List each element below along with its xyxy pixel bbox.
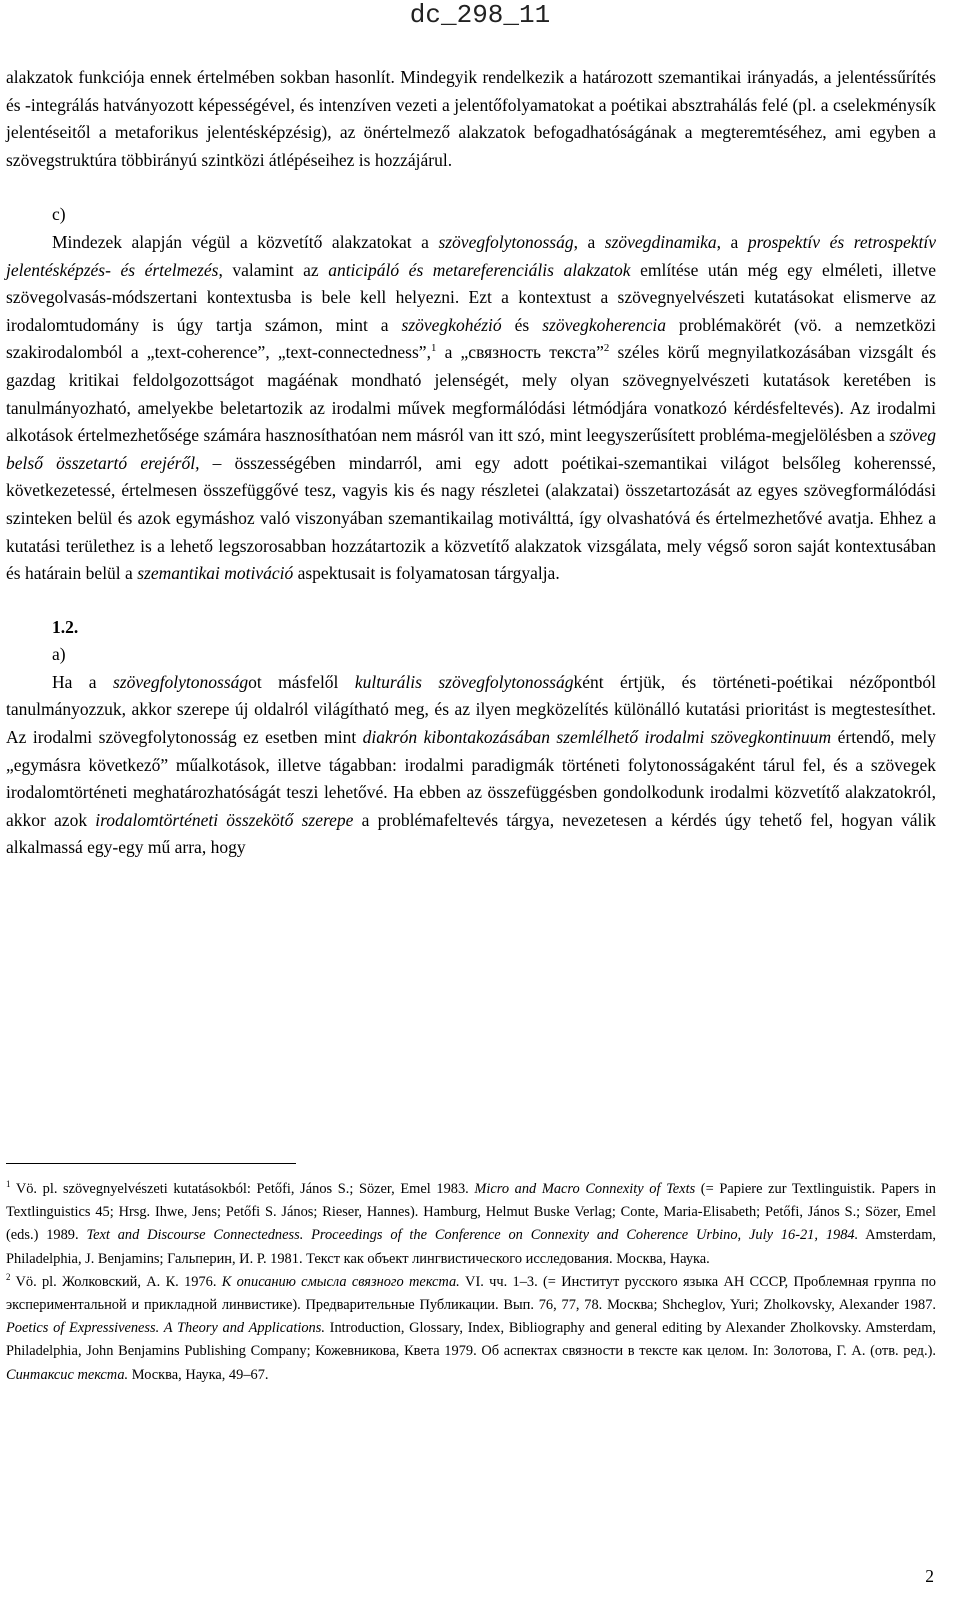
text-run: Москва, Наука, 49–67. [128, 1366, 269, 1383]
footnotes [6, 1163, 936, 1387]
text-run: , valamint az [218, 259, 329, 280]
text-run: értendő, mely „egymásra következő” műalkotások, illetve tágabban: irodalmi paradigmák történeti folytonosságaként tárul fel, és a szövegek irodalomtörténeti meghatározhatóságát teszi lehetővé. Ha ebben az összefüggésben gondolkodunk irodalmi közvetítő alakzatokról, akkor azok [6, 727, 936, 830]
italic-title: Micro and Macro Connexity of Texts [474, 1181, 696, 1197]
italic-term: prospektív és retrospektív jelentésképzés- és értelmezés [6, 231, 936, 280]
italic-term: kulturális szövegfolytonosság [354, 671, 574, 692]
paragraph-3 [6, 669, 936, 862]
text-run: Vö. pl. Жолковский, А. К. 1976. [10, 1273, 222, 1290]
text-run: , a [716, 231, 748, 252]
italic-term: szövegkoherencia [542, 314, 666, 335]
text-run: ként értjük, és történeti-poétikai nézőpontból tanulmányozzuk, akkor szerepe új oldalról világítható meg, és az ilyen megközelítés különálló kutatási prioritást is megtestesíthet. Az irodalmi szövegfolytonosság ez esetben mint [6, 671, 936, 748]
italic-term: irodalomtörténeti összekötő szerepe [95, 809, 354, 830]
footnote-2 [6, 1271, 936, 1387]
text-run: Mindezek alapján végül a közvetítő alakzatokat a [52, 231, 439, 252]
footnote-divider [6, 1163, 296, 1164]
text-run: VI. чч. 1–3. (= Институт русского языка АН СССР, Проблемная группа по экспериментальной и прикладной линвистике). Предварительные Публикации. Вып. 76, 77, 78. Москва; Shcheglov, Yuri; Zholkovsky, Alexander 1987. [6, 1273, 936, 1314]
footnote-1 [6, 1178, 936, 1271]
document-id-header: dc_298_11 [409, 0, 551, 30]
text-run: problémakörét (vö. a nemzetközi szakirodalomból a „text-coherence”, „text-connectedness”, [6, 314, 937, 363]
text-run: aspektusait is folyamatosan tárgyalja. [293, 563, 560, 584]
text-run: Introduction, Glossary, Index, Bibliography and general editing by Alexander Zholkovsky. Amsterdam, Philadelphia, John Benjamins Publishing Company; Кожевникова, Квета 1979. Об аспектах связности в тексте как целом. In: Золотова, Г. А. (отв. ред.). [6, 1320, 937, 1360]
italic-title: Синтаксис текста. [6, 1366, 129, 1383]
italic-title: Text and Discourse Connectedness. Proceedings of the Conference on Connexity and Coherence Urbino, July 16-21, 1984. [86, 1227, 859, 1244]
italic-term: szövegfolytonosság [438, 231, 574, 252]
italic-term: anticipáló és metareferenciális alakzatok [328, 259, 631, 280]
section-number: 1.2. [52, 616, 79, 637]
page-number: 2 [925, 1566, 934, 1586]
text-run: – összességében mindarról, ami egy adott poétikai-szemantikai világot belsőleg koherenssé, következetessé, értelmesen összefüggővé tesz, vagyis kis és nagy részletei (alakzatai) összetartozását az egyes szövegformálódási szinteken belül és azok egymáshoz való viszonyában szemantikailag motiválttá, így olvashatóvá és értelmezhetővé avatja. Ehhez a kutatási területhez is a lehető legszorosabban hozzátartozik a közvetítő alakzatok vizsgálata, mely végső soron saját kontextusában és határain belül a [6, 452, 936, 584]
text-run: a problémafeltevés tárgya, nevezetesen a kérdés úgy tehető fel, hogyan válik alkalmassá egy-egy mű arra, hogy [6, 809, 936, 858]
footnote-ref-2: 2 [603, 342, 610, 355]
label-c: c) [52, 204, 66, 225]
italic-term: szövegfolytonosság [113, 671, 249, 692]
footnote-ref-1: 1 [430, 342, 437, 355]
text-run: és [501, 314, 543, 335]
text-run: , a [573, 231, 605, 252]
text-run: Amsterdam, Philadelphia, J. Benjamins; Гальперин, И. Р. 1981. Текст как объект лингвистического исследования. Москва, Наука. [6, 1227, 936, 1267]
text-run: Vö. pl. szövegnyelvészeti kutatásokból: Petőfi, János S.; Sözer, Emel 1983. [10, 1181, 475, 1197]
text-run: a „связность текста” [436, 342, 604, 363]
paragraph-2 [6, 229, 936, 588]
italic-term: szemantikai motiváció [137, 563, 294, 584]
text-run: említése után még egy elméleti, illetve szövegolvasás-módszertani kontextusba is bele kell helyezni. Ezt a kontextust a szövegnyelvészeti kutatásokat elismerve az irodalomtudomány is úgy tartja számon, mint a [6, 259, 937, 335]
footnote-number: 2 [6, 1272, 11, 1283]
text-run: (= Papiere zur Textlinguistik. Papers in Textlinguistics 45; Hrsg. Ihwe, Jens; Petőfi S. János; Rieser, Hannes). Hamburg, Helmut Buske Verlag; Conte, Maria-Elisabeth; Petőfi, János S.; Sözer, Emel (eds.) 1989. [6, 1181, 937, 1244]
text-run: ot másfelől [248, 671, 355, 692]
italic-title: Poetics of Expressiveness. A Theory and Applications. [6, 1320, 325, 1337]
main-text [6, 64, 936, 862]
text-run: széles körű megnyilatkozásában vizsgált és gazdag kritikai feldolgozottságot magáénak mondható jelenségét, mely olyan szövegnyelvészeti kutatások keretében is tanulmányozható, amelyekbe beletartozik az irodalmi művek megformálódási létmódjára vonatkozó kérdésfeltevés). Az irodalmi alkotások értelmezhetősége számára hasznosíthatóan nem másról van itt szó, mint leegyszerűsített probléma-megjelölésben a [6, 342, 937, 446]
text-run: Ha a [52, 671, 113, 692]
label-a: a) [52, 644, 66, 665]
footnote-number: 1 [6, 1179, 11, 1190]
paragraph-1: alakzatok funkciója ennek értelmében sokban hasonlít. Mindegyik rendelkezik a határozott szemantikai irányadás, a jelentéssűrítés és -integrálás hatványozott képességével, és intenzíven vezeti a jelentőfolyamatokat a poétikai absztrahálás felé (pl. a cselekménysík jelentéseitől a metaforikus jelentésképzésig), az önértelmező alakzatok befogadhatóságának a megteremtéséhez, ami egyben a szövegstruktúra többirányú szintközi átlépéseihez is hozzájárul. [6, 67, 936, 170]
italic-term: szöveg belső összetartó erejéről, [6, 425, 936, 473]
italic-term: szövegdinamika [604, 231, 717, 252]
italic-term: diakrón kibontakozásában szemlélhető irodalmi szövegkontinuum [362, 727, 832, 748]
italic-title: К описанию смысла связного текста. [221, 1273, 460, 1290]
italic-term: szövegkohézió [401, 314, 502, 335]
